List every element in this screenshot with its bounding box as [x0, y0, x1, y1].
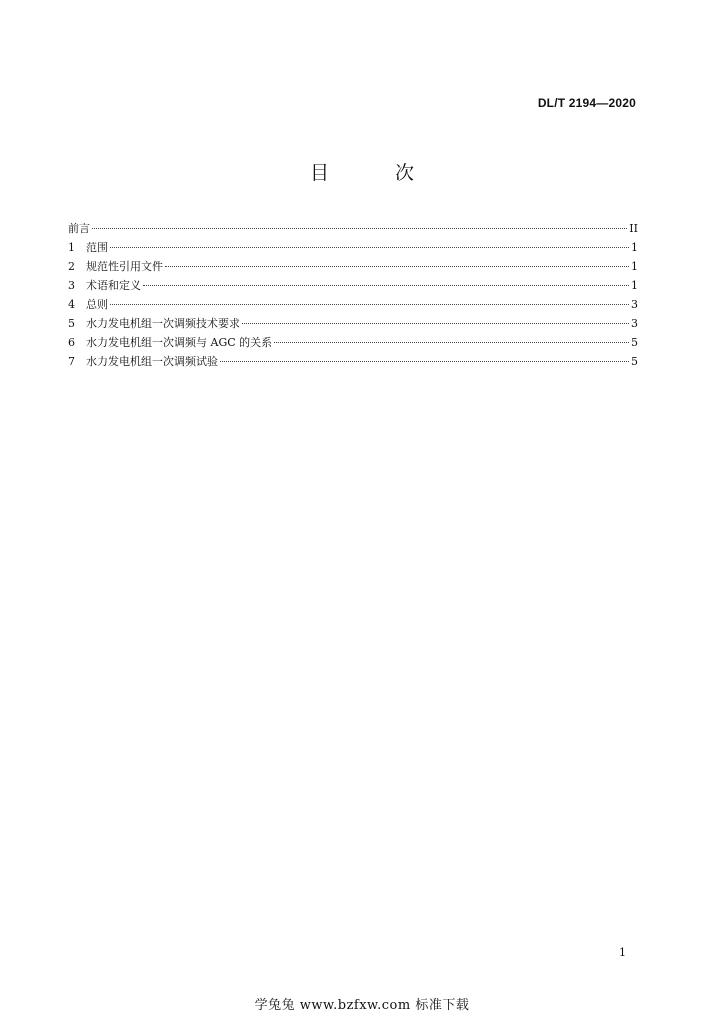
toc-entry-number: 3	[68, 279, 75, 292]
toc-entry-page: II	[629, 222, 638, 235]
toc-leader-dots	[110, 303, 629, 305]
toc-entry-5[interactable]	[68, 314, 638, 333]
toc-title: 目 次	[309, 162, 445, 184]
toc-entry-number: 7	[68, 355, 75, 368]
footer-watermark: 学兔兔 www.bzfxw.com 标准下载	[254, 998, 470, 1013]
toc-entry-page: 1	[631, 260, 638, 273]
toc-entry-label: 水力发电机组一次调频技术要求	[86, 317, 240, 330]
toc-entry-page: 1	[631, 279, 638, 292]
toc-entry-number: 2	[68, 260, 75, 273]
page-number: 1	[619, 946, 626, 959]
toc-entry-1[interactable]	[68, 238, 638, 257]
toc-entry-page: 3	[631, 298, 638, 311]
toc-entry-foreword[interactable]	[68, 219, 638, 238]
toc-entry-number: 1	[68, 241, 75, 254]
toc-leader-dots	[220, 360, 629, 362]
toc-entry-label: 总则	[86, 298, 108, 311]
toc-leader-dots	[143, 284, 629, 286]
table-of-contents	[68, 219, 638, 371]
standard-code: DL/T 2194—2020	[537, 96, 636, 110]
toc-entry-7[interactable]	[68, 352, 638, 371]
toc-entry-label: 规范性引用文件	[86, 260, 163, 273]
toc-entry-number: 4	[68, 298, 75, 311]
toc-entry-label: 水力发电机组一次调频与 AGC 的关系	[86, 336, 273, 349]
toc-entry-number: 6	[68, 336, 75, 349]
toc-entry-label: 前言	[68, 222, 90, 235]
toc-entry-label: 术语和定义	[86, 279, 141, 292]
toc-entry-2[interactable]	[68, 257, 638, 276]
toc-leader-dots	[165, 265, 629, 267]
toc-entry-4[interactable]	[68, 295, 638, 314]
toc-leader-dots	[274, 341, 629, 343]
toc-entry-label: 水力发电机组一次调频试验	[86, 355, 218, 368]
toc-entry-page: 5	[631, 355, 638, 368]
toc-leader-dots	[242, 322, 629, 324]
toc-leader-dots	[92, 227, 627, 229]
toc-entry-page: 1	[631, 241, 638, 254]
toc-entry-page: 3	[631, 317, 638, 330]
toc-entry-number: 5	[68, 317, 75, 330]
toc-entry-page: 5	[631, 336, 638, 349]
toc-entry-6[interactable]	[68, 333, 638, 352]
toc-entry-label: 范围	[86, 241, 108, 254]
toc-entry-3[interactable]	[68, 276, 638, 295]
toc-leader-dots	[110, 246, 629, 248]
